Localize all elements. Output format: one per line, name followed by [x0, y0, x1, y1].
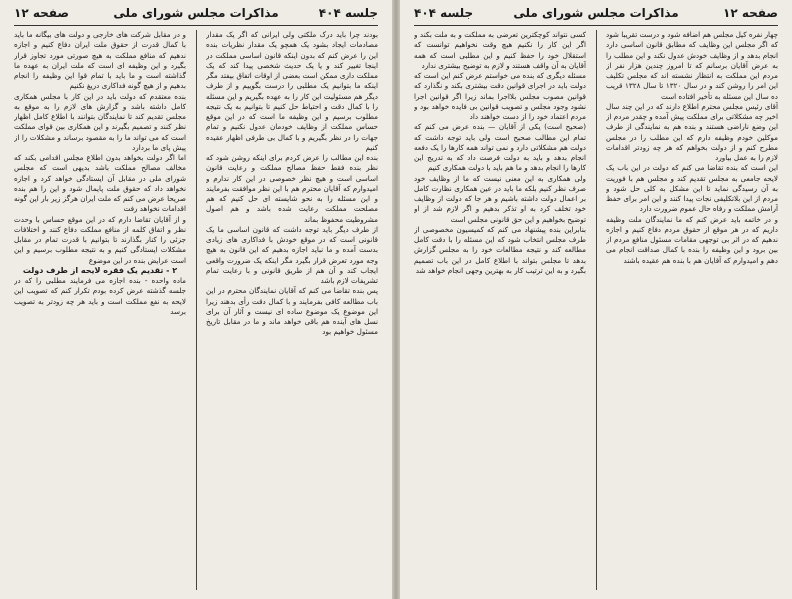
right-header-rule	[414, 25, 778, 26]
paragraph: و از آقایان تقاضا دارم که در این موقع حساس با وحدت نظر و اتفاق کلمه از منافع مملکت دفاع کنند و اختلافات جزئی را کنار بگذارند تا بتوانیم با قدرت تمام در مقابل مشکلات ایستادگی کنیم و به نتیجه مطلوب برسیم و این است عرایض بنده در این موضوع	[14, 214, 186, 265]
paragraph: بنده این مطالب را عرض کردم برای اینکه روشن شود که نظر بنده فقط حفظ مصالح مملکت و رعایت قانون اساسی است و هیچ نظر خصوصی در این کار ندارم و امیدوارم که آقایان محترم هم با این نظر موافقت بفرمایند و این مسئله را به نحو شایسته ای حل کنیم که هم مصلحت مملکت رعایت شده باشد و هم اصول مشروطیت محفوظ بماند	[206, 153, 378, 224]
left-page-label: صفحه ۱۲	[14, 6, 69, 20]
left-journal-title: مذاکرات مجلس شورای ملی	[113, 6, 279, 20]
right-page-left-column	[414, 30, 586, 592]
left-page-header	[14, 6, 378, 24]
paragraph: بنابراین بنده پیشنهاد می کنم که کمیسیون مخصوصی از طرف مجلس انتخاب شود که این مسئله را با دقت کامل مطالعه کند و نتیجه مطالعات خود را به مجلس گزارش بدهد تا مجلس بتواند با اطلاع کامل در این باب تصمیم بگیرد و به این ترتیب کار به بهترین وجهی انجام خواهد شد	[414, 224, 586, 275]
paragraph: کسی نتواند کوچکترین تعرضی به مملکت و به ملت بکند و اگر این کار را نکنیم هیچ وقت نخواهیم توانست که استقلال خود را حفظ کنیم و این مطلبی است که همه آقایان به آن واقف هستند و لازم به توضیح بیشتری ندارد	[414, 30, 586, 70]
paragraph: اما اگر دولت بخواهد بدون اطلاع مجلس اقدامی بکند که مخالف مصالح مملکت باشد بدیهی است که مجلس شورای ملی در مقابل آن ایستادگی خواهد کرد و اجازه نخواهد داد که حقوق ملت پایمال شود و این را هم بنده صریحا عرض می کنم که ملت ایران هرگز زیر بار این گونه اقدامات نخواهد رفت	[14, 153, 186, 214]
left-column-divider	[196, 30, 197, 590]
paragraph: مسئله دیگری که بنده می خواستم عرض کنم این است که دولت باید در اجرای قوانین دقت بیشتری بکند و نگذارد که قوانین مصوب مجلس بلااجرا بماند زیرا اگر قوانین اجرا نشود وجود مجلس و تصویب قوانین بی فایده خواهد بود و مردم اعتماد خود را از دست خواهند داد	[414, 71, 586, 121]
section-subhead: ۲ - تقدیم یک فقره لایحه از طرف دولت	[22, 265, 178, 275]
paragraph: این است که بنده تقاضا می کنم که دولت در این باب یک لایحه جامعی به مجلس تقدیم کند و مجلس هم با فوریت به آن رسیدگی نماید تا این مشکل به کلی حل شود و مردم از این بلاتکلیفی نجات پیدا کنند و این امر برای حفظ آرامش مملکت و رفاه حال عموم ضرورت دارد	[606, 163, 778, 214]
paragraph: و در مقابل شرکت های خارجی و دولت های بیگانه ما باید با کمال قدرت از حقوق ملت ایران دفاع کنیم و اجازه ندهیم که منافع مملکت به هیچ صورتی مورد تجاوز قرار بگیرد و این وظیفه ای است که ملت ایران به عهده ما گذاشته است و ما باید با تمام قوا این وظیفه را انجام بدهیم و از هیچ گونه فداکاری دریغ نکنیم	[14, 30, 186, 91]
paragraph: (صحیح است) یکی از آقایان — بنده عرض می کنم که تمام این مطالب صحیح است ولی باید توجه داشت که دولت هم مشکلاتی دارد و نمی تواند همه کارها را یک دفعه انجام بدهد و باید به دولت فرصت داد که به تدریج این کارها را انجام بدهد و ما هم باید با دولت همکاری کنیم	[414, 122, 586, 173]
paragraph: بودند چرا باید درک ملکتی ولی ایرانی که اگر یک مقدار مصادمات ایجاد بشود یک همچو یک مقدار نظریات بنده این را عرض کنم که بدون اینکه قانون اساسی مملکت در اینجا تغییر کند و یا یک حدیث شخصی پیدا کند که یک مملکت داری ممکن است بعضی از اوقات اتفاق بیفتد مگر اینکه ما بتوانیم یک مطلبی را درست بگوییم و از طرف دیگر هم مسئولیت این کار را به عهده بگیریم و این مسئله را با کمال دقت و احتیاط حل کنیم تا بتوانیم به یک نتیجه مطلوب برسیم و این وظیفه ما است که در این موقع حساس مملکت از وظایف خودمان عدول نکنیم و تمام جهات را در نظر بگیریم و با کمال بی طرفی اظهار عقیده کنیم	[206, 30, 378, 152]
paragraph: آقای رئیس مجلس محترم اطلاع دارند که در این چند سال اخیر چه مشکلاتی برای مملکت پیش آمده و چقدر مردم از این وضع ناراضی هستند و بنده هم به نمایندگی از طرف موکلین خودم وظیفه دارم که این مطلب را در مجلس مطرح کنم و از دولت بخواهم که هر چه زودتر اقدامات لازم را به عمل بیاورد	[606, 101, 778, 162]
book-gutter	[392, 0, 400, 599]
right-page-label: صفحه ۱۲	[723, 6, 778, 20]
right-page	[400, 0, 792, 599]
right-page-right-column	[606, 30, 778, 592]
paragraph: و در خاتمه باید عرض کنم که ما نمایندگان ملت وظیفه داریم که در هر موقع از حقوق مردم دفاع کنیم و اجازه ندهیم که در اثر بی توجهی مقامات مسئول منافع مردم از بین برود و این وظیفه را بنده با کمال صداقت انجام می دهم و امیدوارم که آقایان هم با بنده هم عقیده باشند	[606, 214, 778, 265]
right-journal-title: مذاکرات مجلس شورای ملی	[513, 6, 679, 20]
paragraph: از طرف دیگر باید توجه داشت که قانون اساسی ما یک قانونی است که در موقع خودش با فداکاری های زیادی بدست آمده و ما نباید اجازه بدهیم که این قانون به هیچ وجه مورد تعرض قرار بگیرد مگر اینکه یک ضرورت واقعی ایجاب کند و آن هم از طریق قانونی و با رعایت تمام تشریفات لازم باشد	[206, 224, 378, 285]
right-session-label: جلسه ۴۰۴	[414, 6, 474, 20]
left-page-right-column	[206, 30, 378, 592]
paragraph: بنده معتقدم که دولت باید در این کار با مجلس همکاری کامل داشته باشد و گزارش های لازم را به موقع به مجلس تقدیم کند تا نمایندگان بتوانند با اطلاع کامل اظهار نظر کنند و تصمیم بگیرند و این همکاری بین قوای مملکت است که می تواند ما را به مقصود برساند و مشکلات را از پیش پای ما بردارد	[14, 91, 186, 152]
closing-paragraph: ماده واحده - بنده اجازه می فرمایند مطلبی را که در جلسه گذشته عرض کرده بودم تکرار کنم که تصویب این لایحه به نفع مملکت است و باید هر چه زودتر به تصویب برسد	[14, 276, 186, 316]
paragraph: چهار نفره کیل مجلس هم اضافه شود و درست تقریبا شود که اگر مجلس این وظایف که مطابق قانون اساسی دارد انجام بدهد و از وظایف خودش عدول نکند و این مطلب را به عرض آقایان برسانم که تا امروز چندین هزار نفر از مردم این مملکت به انتظار نشسته اند که مجلس تکلیف این امر را روشن کند و در سال ۱۳۲۰ تا سال ۱۳۲۸ قریب ده سال این مسئله به تأخیر افتاده است	[606, 30, 778, 101]
left-header-rule	[14, 25, 378, 26]
paragraph: ولی همکاری به این معنی نیست که ما از وظایف خود صرف نظر کنیم بلکه ما باید در عین همکاری نظارت کامل بر اعمال دولت داشته باشیم و هر جا که دولت از وظایف خود تخلف کرد به او تذکر بدهیم و اگر لازم شد از او توضیح بخواهیم و این حق قانونی مجلس است	[414, 173, 586, 224]
left-page	[0, 0, 392, 599]
left-session-label: جلسه ۴۰۴	[318, 6, 378, 20]
paragraph: پس بنده تقاضا می کنم که آقایان نمایندگان محترم در این باب مطالعه کافی بفرمایند و با کمال دقت رأی بدهند زیرا این موضوع یک موضوع ساده ای نیست و آثار آن برای نسل های آینده هم باقی خواهد ماند و ما در مقابل تاریخ مسئول خواهیم بود	[206, 286, 378, 337]
right-column-divider	[596, 30, 597, 590]
right-page-header	[414, 6, 778, 24]
left-page-left-column	[14, 30, 186, 592]
